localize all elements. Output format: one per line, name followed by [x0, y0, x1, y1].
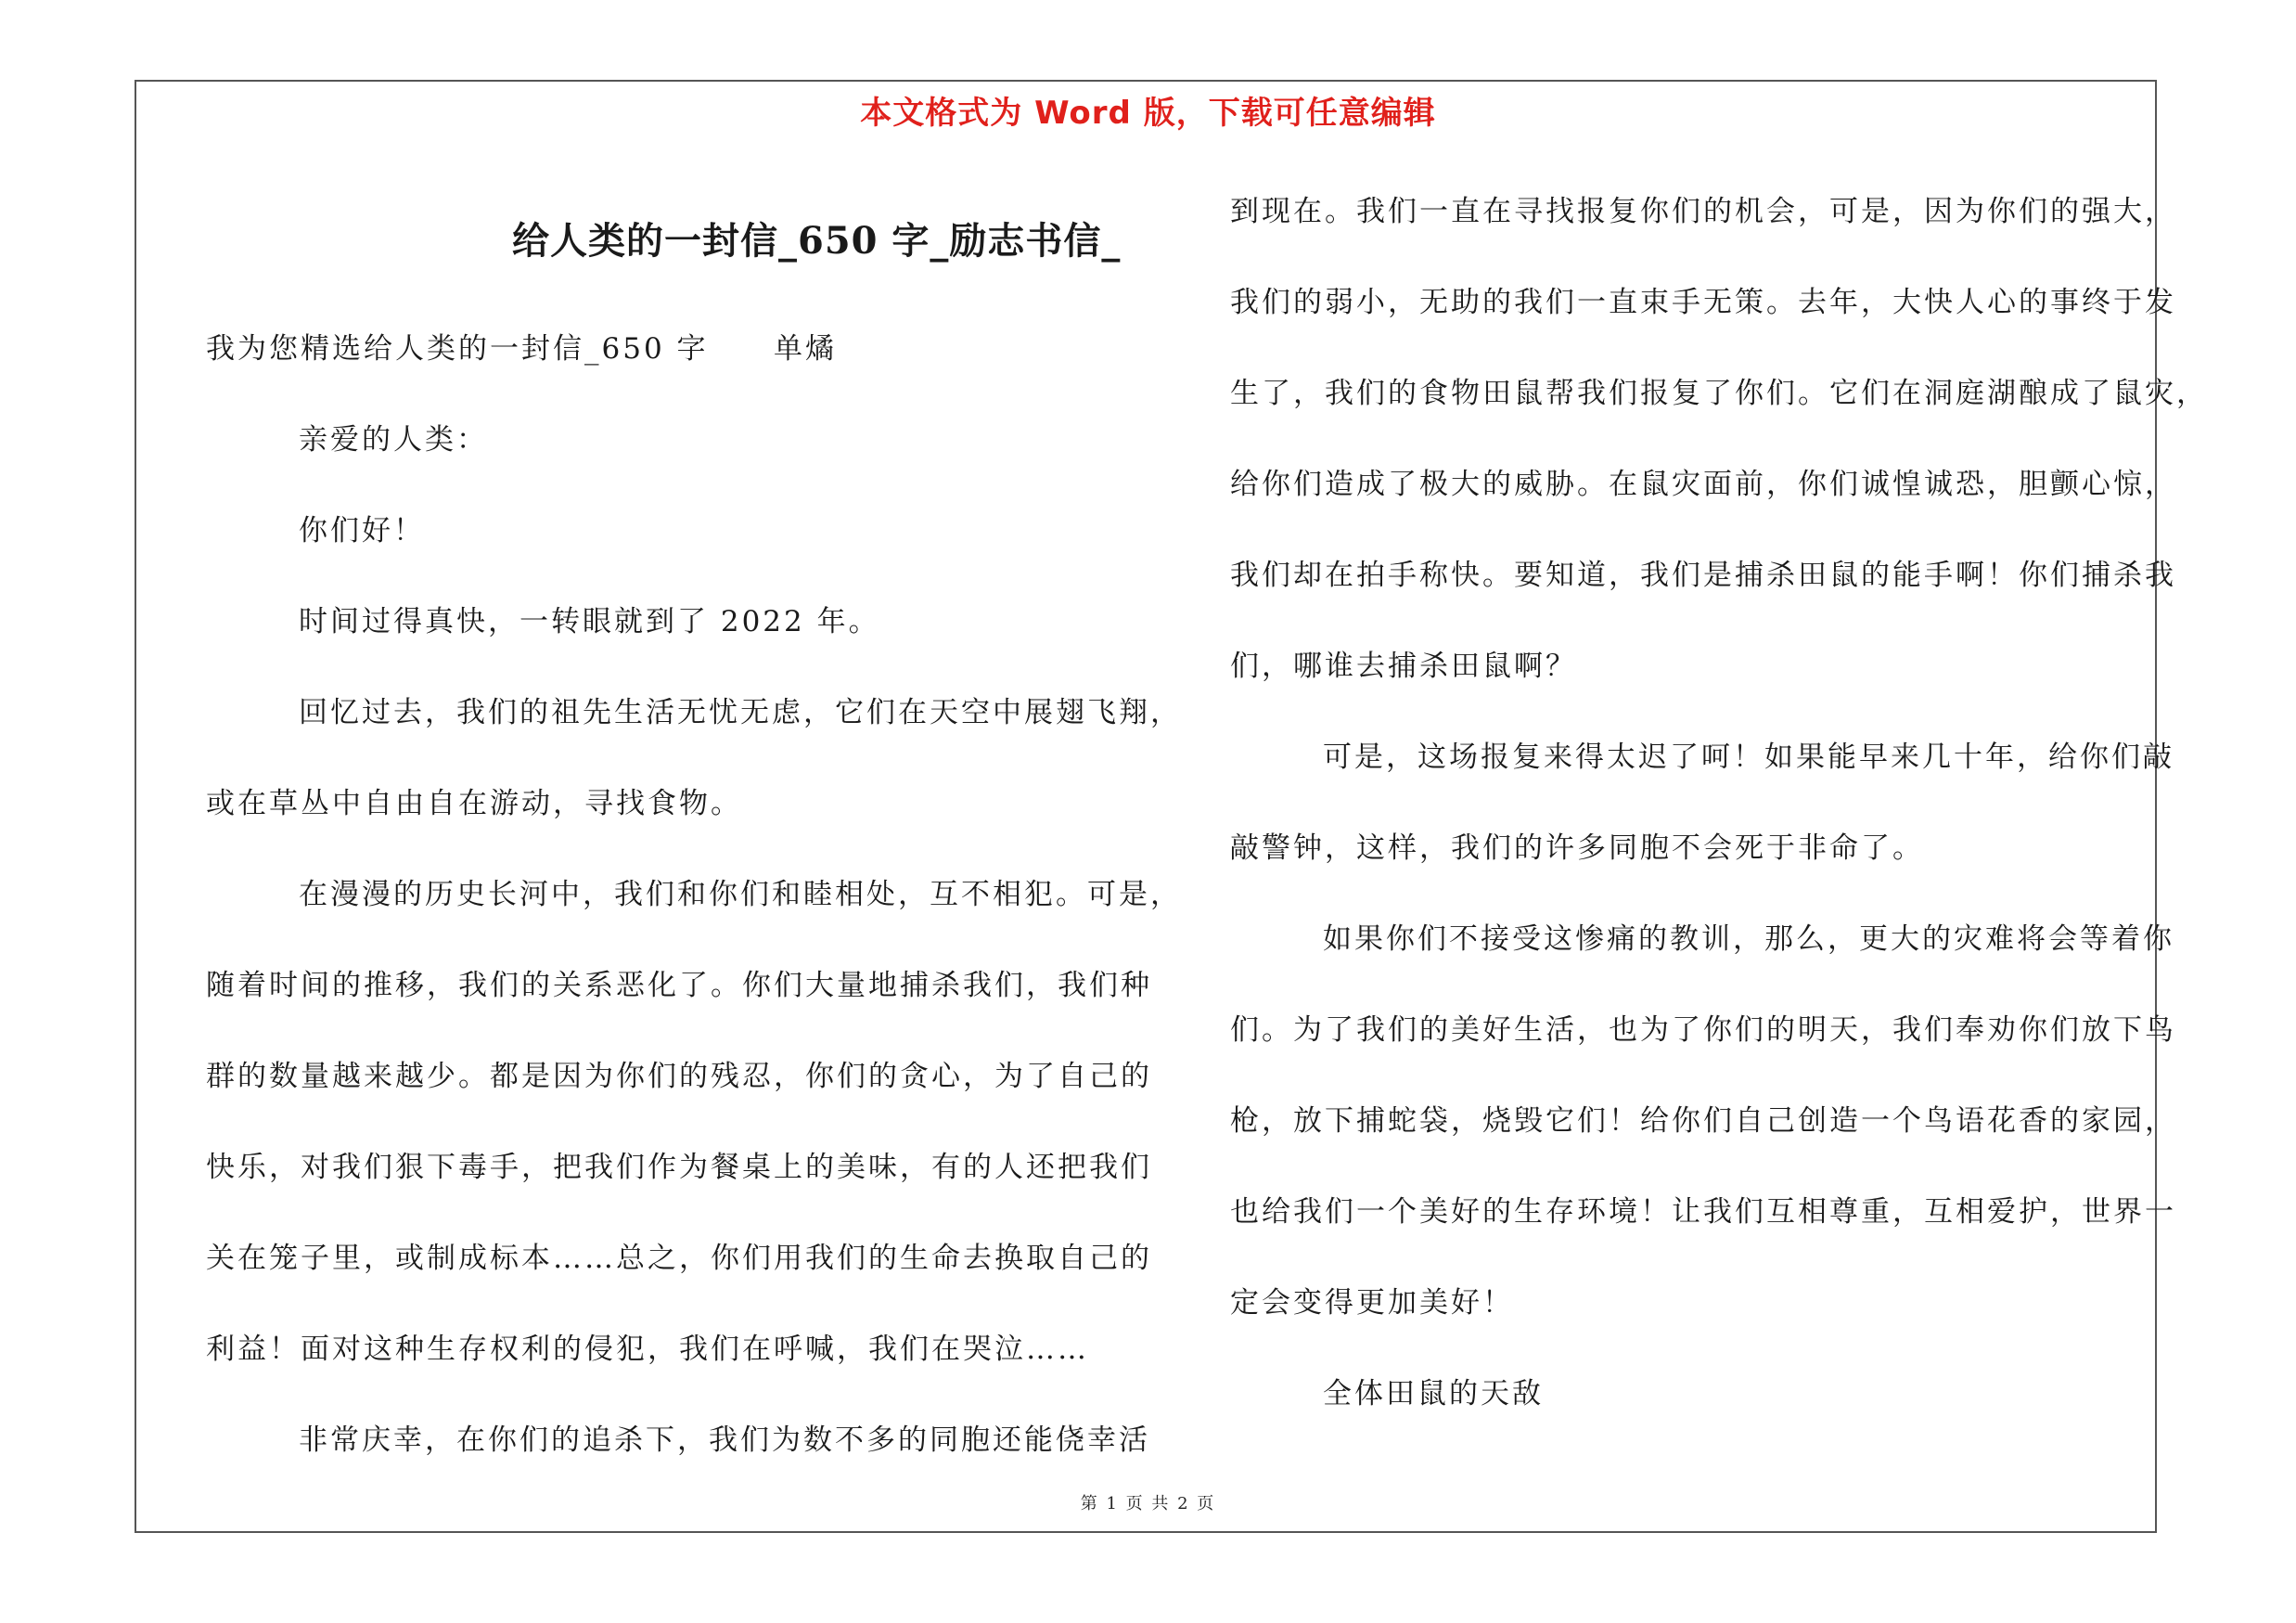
paragraph-line: 时间过得真快，一转眼就到了 2022 年。 — [299, 605, 880, 638]
page-number-footer: 第 1 页 共 2 页 — [1080, 1494, 1216, 1514]
paragraph-line: 群的数量越来越少。都是因为你们的残忍，你们的贪心，为了自己的 — [206, 1060, 1152, 1093]
document-title: 给人类的一封信_650 字_励志书信_ — [512, 219, 1122, 263]
paragraph-line: 如果你们不接受这惨痛的教训，那么，更大的灾难将会等着你 — [1323, 922, 2174, 956]
paragraph-line: 在漫漫的历史长河中，我们和你们和睦相处，互不相犯。可是， — [299, 878, 1182, 911]
author-name: 单燏 — [774, 332, 837, 366]
paragraph-line: 或在草丛中自由自在游动，寻找食物。 — [206, 787, 742, 820]
paragraph-line: 给你们造成了极大的威胁。在鼠灾面前，你们诚惶诚恐，胆颤心惊， — [1230, 468, 2176, 501]
paragraph-line: 亲爱的人类： — [299, 423, 488, 457]
paragraph-line: 们，哪谁去捕杀田鼠啊？ — [1230, 650, 1577, 683]
paragraph-line: 到现在。我们一直在寻找报复你们的机会，可是，因为你们的强大， — [1230, 195, 2176, 228]
paragraph-line: 回忆过去，我们的祖先生活无忧无虑，它们在天空中展翅飞翔， — [299, 696, 1182, 729]
paragraph-line: 随着时间的推移，我们的关系恶化了。你们大量地捕杀我们，我们种 — [206, 969, 1152, 1002]
paragraph-line: 们。为了我们的美好生活，也为了你们的明天，我们奉劝你们放下鸟 — [1230, 1013, 2176, 1047]
paragraph-line: 敲警钟，这样，我们的许多同胞不会死于非命了。 — [1230, 831, 1924, 865]
intro-text: 我为您精选给人类的一封信_650 字 — [206, 332, 709, 366]
paragraph-line: 你们好！ — [299, 514, 425, 547]
paragraph-line: 定会变得更加美好！ — [1230, 1286, 1514, 1320]
paragraph-line: 生了，我们的食物田鼠帮我们报复了你们。它们在洞庭湖酿成了鼠灾， — [1230, 377, 2208, 410]
paragraph-line: 我们却在拍手称快。要知道，我们是捕杀田鼠的能手啊！你们捕杀我 — [1230, 559, 2176, 592]
header-banner: 本文格式为 Word 版，下载可任意编辑 — [860, 95, 1436, 132]
signature-line: 全体田鼠的天敌 — [1323, 1377, 1544, 1410]
paragraph-line: 非常庆幸，在你们的追杀下，我们为数不多的同胞还能侥幸活 — [299, 1423, 1150, 1457]
paragraph-line: 利益！面对这种生存权利的侵犯，我们在呼喊，我们在哭泣…… — [206, 1333, 1089, 1366]
paragraph-line: 也给我们一个美好的生存环境！让我们互相尊重，互相爱护，世界一 — [1230, 1195, 2176, 1229]
paragraph-line: 关在笼子里，或制成标本……总之，你们用我们的生命去换取自己的 — [206, 1242, 1152, 1275]
intro-line — [206, 330, 709, 367]
paragraph-line: 枪，放下捕蛇袋，烧毁它们！给你们自己创造一个鸟语花香的家园， — [1230, 1104, 2176, 1138]
paragraph-line: 可是，这场报复来得太迟了呵！如果能早来几十年，给你们敲 — [1323, 741, 2174, 774]
paragraph-line: 快乐，对我们狠下毒手，把我们作为餐桌上的美味，有的人还把我们 — [206, 1151, 1152, 1184]
paragraph-line: 我们的弱小，无助的我们一直束手无策。去年，大快人心的事终于发 — [1230, 286, 2176, 319]
